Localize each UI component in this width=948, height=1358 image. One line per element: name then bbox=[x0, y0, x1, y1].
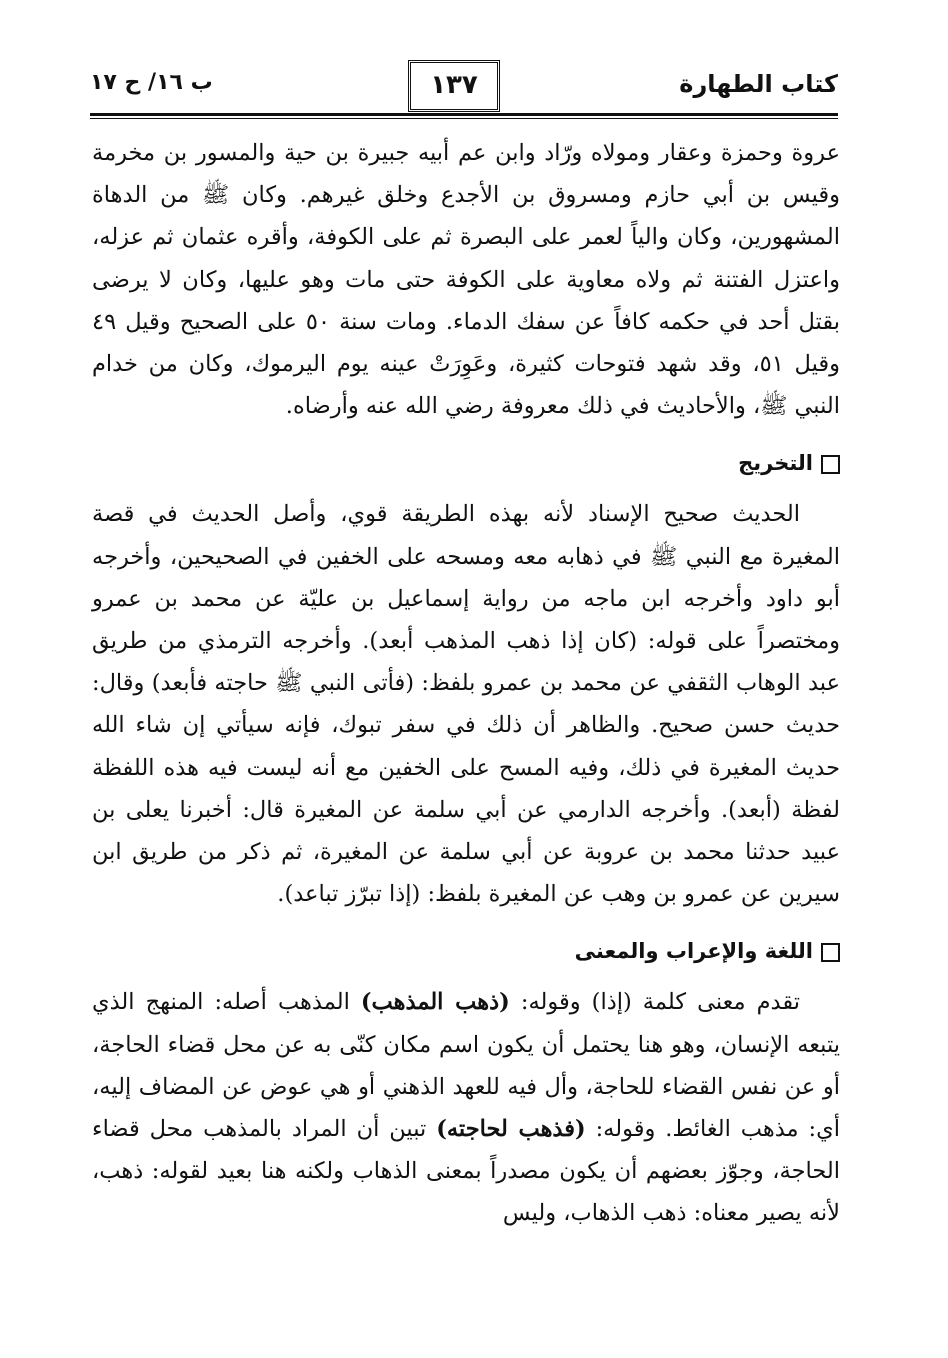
page-body bbox=[92, 132, 840, 1235]
quoted-phrase: (فذهب لحاجته) bbox=[436, 1116, 586, 1143]
header-rule-thick bbox=[90, 113, 838, 116]
section-title: اللغة والإعراب والمعنى bbox=[574, 939, 813, 964]
takhrij-paragraph: الحديث صحيح الإسناد لأنه بهذه الطريقة قوي، وأصل الحديث في قصة المغيرة مع النبي ﷺ في ذهابه معه ومسحه على الخفين في الصحيحين، وأخرجه أبو داود وأخرجه ابن ماجه من رواية إسماعيل بن عليّة عن محمد بن عمرو ومختصراً على قوله: (كان إذا ذهب المذهب أبعد). وأخرجه الترمذي من طريق عبد الوهاب الثقفي عن محمد بن عمرو بلفظ: (فأتى النبي ﷺ حاجته فأبعد) وقال: حديث حسن صحيح. والظاهر أن ذلك في سفر تبوك، فإنه سيأتي إن شاء الله حديث المغيرة في ذلك، وفيه المسح على الخفين مع أنه ليست فيه هذه اللفظة لفظة (أبعد). وأخرجه الدارمي عن أبي سلمة عن المغيرة قال: أخبرنا يعلى بن عبيد حدثنا محمد بن عروبة عن أبي سلمة عن المغيرة، ثم ذكر من طريق ابن سيرين عن عمرو بن وهب عن المغيرة بلفظ: (إذا تبرّز تباعد). bbox=[92, 501, 840, 908]
square-bullet-icon bbox=[821, 455, 840, 474]
header-rule-thin bbox=[90, 118, 838, 119]
section-heading-takhrij bbox=[92, 443, 840, 483]
page-header bbox=[90, 62, 838, 108]
section-title: التخريج bbox=[738, 451, 813, 476]
lugha-paragraph bbox=[92, 981, 840, 1234]
chapter-reference: ب ١٦/ ح ١٧ bbox=[90, 70, 213, 95]
text-segment: تقدم معنى كلمة (إذا) وقوله: bbox=[509, 989, 800, 1016]
text-segment: تبين أن المراد بالمذهب محل قضاء الحاجة، وجوّز بعضهم أن يكون مصدراً بمعنى الذهاب ولكنه هنا بعيد لقوله: ذهب، لأنه يصير معناه: ذهب الذهاب، وليس bbox=[92, 1116, 840, 1227]
section-heading-lugha bbox=[92, 931, 840, 971]
biography-paragraph: عروة وحمزة وعقار ومولاه ورّاد وابن عم أبيه جبيرة بن حية والمسور بن مخرمة وقيس بن أبي حازم ومسروق بن الأجدع وخلق غيرهم. وكان ﷺ من الدهاة المشهورين، وكان والياً لعمر على البصرة ثم على الكوفة، وأقره عثمان ثم عزله، واعتزل الفتنة ثم ولاه معاوية على الكوفة حتى مات وهو عليها، وكان لا يرضى بقتل أحد في حكمه كافاً عن سفك الدماء. ومات سنة ٥٠ على الصحيح وقيل ٤٩ وقيل ٥١، وقد شهد فتوحات كثيرة، وعَوِرَتْ عينه يوم اليرموك، وكان من خدام النبي ﷺ، والأحاديث في ذلك معروفة رضي الله عنه وأرضاه. bbox=[92, 140, 840, 420]
page-number: ١٣٧ bbox=[408, 60, 500, 112]
quoted-phrase: (ذهب المذهب) bbox=[360, 989, 510, 1016]
square-bullet-icon bbox=[821, 943, 840, 962]
text-segment: المذهب أصله: المنهج الذي يتبعه الإنسان، وهو هنا يحتمل أن يكون اسم مكان كنّى به عن محل قضاء الحاجة، أو عن نفس القضاء للحاجة، وأل فيه للعهد الذهني أو هي عوض عن المضاف إليه، أي: مذهب الغائط. وقوله: bbox=[92, 989, 840, 1143]
book-title: كتاب الطهارة bbox=[679, 70, 838, 98]
